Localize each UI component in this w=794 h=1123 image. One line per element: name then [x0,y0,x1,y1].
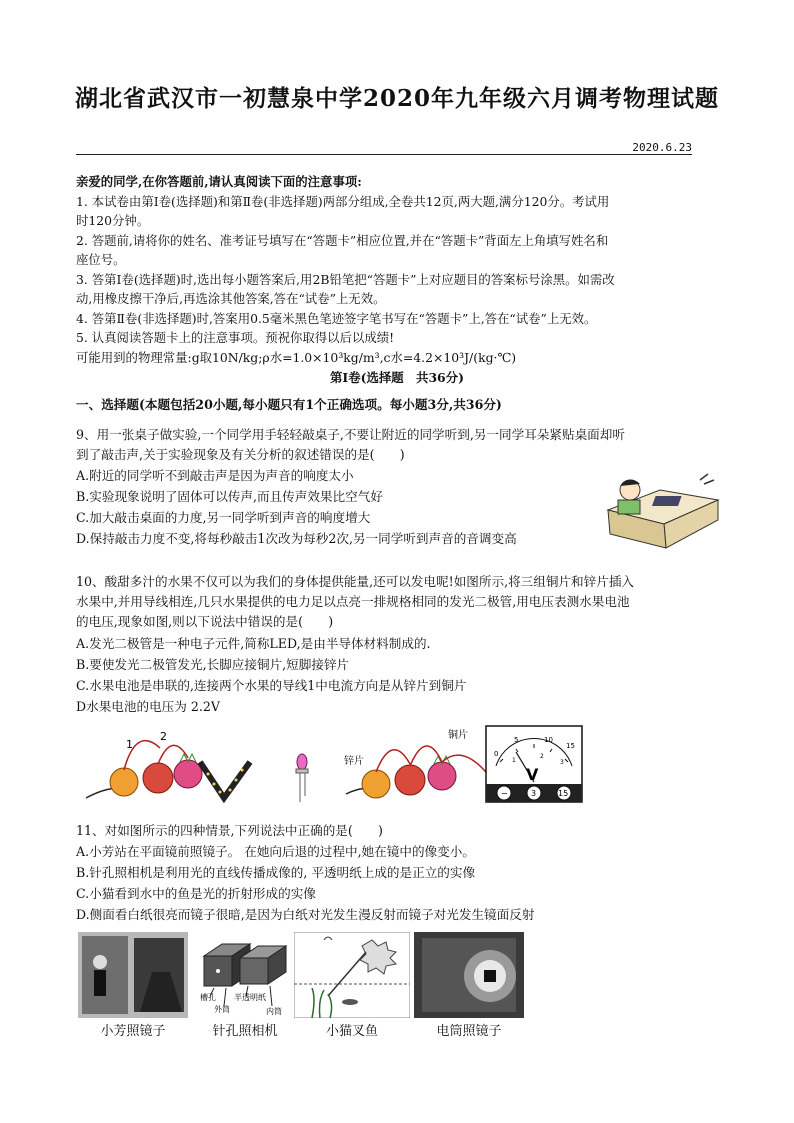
notice-line: 2. 答题前,请将你的姓名、准考证号填写在“答题卡”相应位置,并在“答题卡”背面左上角填写姓名和 [76,233,609,248]
notice-line: 座位号。 [76,252,126,267]
wire-label-1: 1 [126,738,133,751]
terminal-label: 15 [558,789,569,798]
q10-option-a: A.发光二极管是一种电子元件,简称LED,是由半导体材料制成的. [76,636,431,651]
pinhole-camera-figure [200,936,290,1018]
flashlight-mirror-photo [414,932,524,1018]
q9-table-illustration [600,462,720,552]
notice-line: 4. 答第Ⅱ卷(非选择题)时,答案用0.5毫米黑色笔迹签字笔书写在“答题卡”上,答在“试卷”上无效。 [76,311,597,326]
copper-label: 铜片 [448,730,468,741]
meter-tick-label: 5 [514,736,519,744]
notice-line: 1. 本试卷由第Ⅰ卷(选择题)和第Ⅱ卷(非选择题)两部分组成,全卷共12页,两大题,满分120分。考试用 [76,194,610,209]
header-divider [76,154,692,155]
q11-option-c: C.小猫看到水中的鱼是光的折射形成的实像 [76,886,316,901]
q9-stem: 9、用一张桌子做实验,一个同学用手轻轻敲桌子,不要让附近的同学听到,另一同学耳朵紧贴桌面却听 [76,427,625,442]
q9-option-a: A.附近的同学听不到敲击声是因为声音的响度太小 [76,468,354,483]
zinc-label: 锌片 [344,756,364,767]
notice-line: 动,用橡皮擦干净后,再选涂其他答案,答在“试卷”上无效。 [76,291,386,306]
q11-option-d: D.侧面看白纸很亮而镜子很暗,是因为白纸对光发生漫反射而镜子对光发生镜面反射 [76,907,535,922]
meter-tick-label: 3 [560,759,564,766]
q9-stem: 到了敲击声,关于实验现象及有关分析的叙述错误的是( ) [76,447,405,462]
meter-tick-label: 15 [566,742,575,750]
caption-cat: 小猫叉鱼 [325,1024,378,1039]
wire-label-2: 2 [160,730,167,743]
caption-pinhole: 针孔照相机 [212,1024,278,1039]
q11-option-a: A.小芳站在平面镜前照镜子。 在她向后退的过程中,她在镜中的像变小。 [76,844,475,859]
notice-heading: 亲爱的同学,在你答题前,请认真阅读下面的注意事项: [76,174,362,189]
q10-option-b: B.要使发光二极管发光,长脚应接铜片,短脚接锌片 [76,657,350,672]
section-heading: 一、选择题(本题包括20小题,每小题只有1个正确选项。每小题3分,共36分) [76,397,502,412]
camera-label: 内筒 [266,1007,282,1016]
camera-label: 外筒 [214,1005,230,1014]
mirror-girl-photo [78,932,188,1018]
q9-option-c: C.加大敲击桌面的力度,另一同学听到声音的响度增大 [76,510,371,525]
q10-option-c: C.水果电池是串联的,连接两个水果的导线1中电流方向是从锌片到铜片 [76,678,467,693]
q10-fruit-battery-figure [76,722,584,806]
part1-heading: 第Ⅰ卷(选择题 共36分) [330,370,464,385]
meter-tick-label: 2 [540,753,544,760]
meter-tick-label: 10 [544,736,553,744]
q10-stem: 10、酸甜多汁的水果不仅可以为我们的身体提供能量,还可以发电呢!如图所示,将三组铜片和锌片插入 [76,574,635,589]
q11-stem: 11、对如图所示的四种情景,下列说法中正确的是( ) [76,823,383,838]
meter-tick-label: 1 [512,757,516,764]
caption-flashlight: 电筒照镜子 [436,1024,502,1039]
q10-stem: 的电压,现象如图,则以下说法中错误的是( ) [76,614,334,629]
q10-stem: 水果中,并用导线相连,几只水果提供的电力足以点亮一排规格相同的发光二极管,用电压表测水果电池 [76,594,630,609]
q10-option-d: D水果电池的电压为 2.2V [76,699,220,714]
meter-tick-label: 0 [494,750,499,758]
camera-label: 槽孔 [200,993,216,1002]
physical-constants: 可能用到的物理常量:g取10N/kg;ρ水=1.0×10³kg/m³,c水=4.2×10³J/(kg·℃) [76,350,517,365]
q9-option-d: D.保持敲击力度不变,将每秒敲击1次改为每秒2次,另一同学听到声音的音调变高 [76,531,517,546]
exam-date: 2020.6.23 [632,141,692,154]
q11-option-b: B.针孔照相机是利用光的直线传播成像的, 平透明纸上成的是正立的实像 [76,865,476,880]
notice-line: 时120分钟。 [76,213,150,228]
terminal-label: 3 [531,789,537,798]
caption-mirror: 小芳照镜子 [100,1024,166,1039]
notice-line: 5. 认真阅读答题卡上的注意事项。预祝你取得以后以成绩! [76,330,395,345]
camera-label: 半透明纸 [234,993,266,1002]
cat-fishing-figure [294,932,410,1018]
exam-title: 湖北省武汉市一初慧泉中学2020年九年级六月调考物理试题 [74,85,719,112]
voltmeter-symbol: V [526,765,539,784]
q9-option-b: B.实验现象说明了固体可以传声,而且传声效果比空气好 [76,489,383,504]
notice-line: 3. 答第I卷(选择题)时,选出每小题答案后,用2B铅笔把“答题卡”上对应题目的答案标号涂黑。如需改 [76,272,615,287]
terminal-label: − [501,789,508,798]
